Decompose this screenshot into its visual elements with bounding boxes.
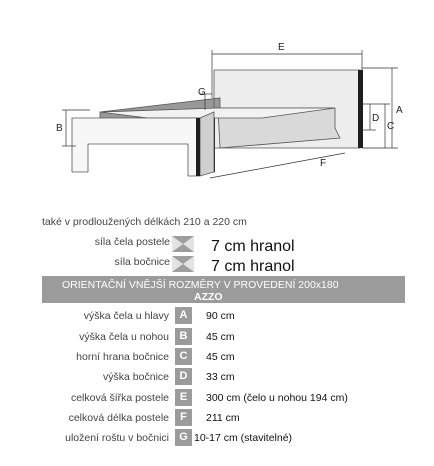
- dimension-label: výška bočnice: [103, 371, 169, 383]
- dimension-value: 90 cm: [206, 310, 235, 322]
- dimension-label: celková šířka postele: [70, 392, 169, 404]
- material-value: 7 cm hranol: [211, 258, 295, 275]
- dimension-row-e: [0, 389, 434, 407]
- material-label: síla bočnice: [114, 256, 170, 268]
- dimension-letter-badge: G: [175, 429, 192, 446]
- banner-model: AZZO: [194, 291, 223, 303]
- dimension-label: horní hrana bočnice: [76, 351, 169, 363]
- length-note: také v prodloužených délkách 210 a 220 cm: [42, 216, 247, 228]
- dimension-row-f: [0, 409, 434, 427]
- dimension-row-c: [0, 348, 434, 366]
- material-row-siderail: [0, 256, 170, 272]
- material-row-headboard: [0, 236, 170, 252]
- dimension-label: výška čela u hlavy: [83, 310, 169, 322]
- dimension-row-g: [0, 429, 434, 447]
- dimension-letter-badge: D: [175, 368, 192, 385]
- dimension-value: 211 cm: [206, 412, 240, 424]
- dimension-value: 10-17 cm (stavitelné): [194, 432, 293, 444]
- dimension-letter-badge: C: [175, 348, 192, 365]
- dimension-value: 300 cm (čelo u nohou 194 cm): [206, 392, 348, 404]
- dimension-value: 33 cm: [206, 371, 235, 383]
- footboard-post: [196, 118, 200, 176]
- dimension-label: uložení roštu v bočnici: [65, 432, 169, 444]
- bed-dimension-diagram: [0, 0, 434, 205]
- dimension-row-d: [0, 368, 434, 386]
- dimensions-banner: [42, 276, 405, 303]
- material-value: 7 cm hranol: [211, 238, 295, 255]
- dimension-label: výška čela u nohou: [79, 331, 169, 343]
- headboard-post-right: [358, 70, 363, 148]
- hourglass-swatch-icon: [172, 236, 194, 252]
- label-c: C: [387, 121, 395, 132]
- footboard: [72, 118, 200, 176]
- dimension-value: 45 cm: [206, 351, 235, 363]
- dimension-row-a: [0, 307, 434, 325]
- hourglass-swatch-icon: [172, 256, 194, 272]
- dimension-letter-badge: F: [175, 409, 192, 426]
- dimension-letter-badge: A: [175, 307, 192, 324]
- footboard-side: [200, 112, 214, 176]
- label-a: A: [396, 105, 403, 116]
- label-e: E: [278, 42, 285, 53]
- dimension-letter-badge: B: [175, 328, 192, 345]
- banner-title: ORIENTAČNÍ VNĚJŠÍ ROZMĚRY V PROVEDENÍ 200x180: [62, 279, 339, 291]
- label-b: B: [56, 123, 63, 134]
- dimension-label: celková délka postele: [68, 412, 169, 424]
- label-f: F: [320, 158, 327, 169]
- label-g: G: [198, 87, 206, 98]
- label-d: D: [372, 113, 380, 124]
- dimension-row-b: [0, 328, 434, 346]
- material-label: síla čela postele: [94, 236, 170, 248]
- dimension-letter-badge: E: [175, 389, 192, 406]
- dimension-value: 45 cm: [206, 331, 235, 343]
